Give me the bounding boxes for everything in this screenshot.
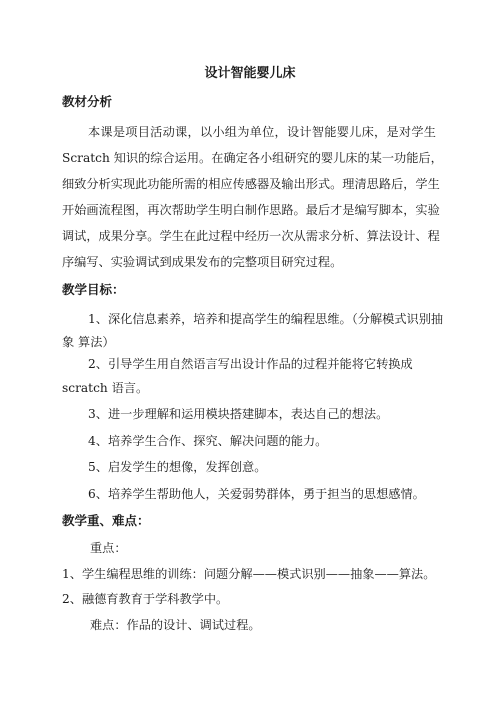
paragraph-line: 调试，成果分享。学生在此过程中经历一次从需求分析、算法设计、程 [62,229,440,243]
objective-item-2: 2、引导学生用自然语言写出设计作品的过程并能将它转换成 [88,357,413,371]
section-heading-key-points: 教学重、难点： [62,513,150,528]
objective-item-3: 3、进一步理解和运用模块搭建脚本，表达自己的想法。 [88,407,389,421]
objective-item-5: 5、启发学生的想像，发挥创意。 [88,460,267,474]
objective-item-1: 1、深化信息素养，培养和提高学生的编程思维。（分解模式识别抽 [88,312,444,326]
key-points-label: 重点： [90,541,127,555]
paragraph-line: 细致分析实现此功能所需的相应传感器及输出形式。理清思路后，学生 [62,177,440,191]
objective-item-1-continued: 象 算法） [62,335,115,349]
paragraph-line: 序编写、实验调试到成果发布的完整项目研究过程。 [62,255,343,269]
objective-item-6: 6、培养学生帮助他人，关爱弱势群体，勇于担当的思想感情。 [88,487,425,501]
key-point-item-2: 2、融德育教育于学科教学中。 [62,592,229,606]
difficulty-line: 难点：作品的设计、调试过程。 [90,618,261,632]
section-heading-teaching-objectives: 教学目标： [62,282,125,297]
paragraph-line: 本课是项目活动课，以小组为单位，设计智能婴儿床，是对学生 [88,125,436,139]
objective-item-4: 4、培养学生合作、探究、解决问题的能力。 [88,434,328,448]
key-point-item-1: 1、学生编程思维的训练：问题分解——模式识别——抽象——算法。 [62,567,436,581]
section-heading-material-analysis: 教材分析 [62,94,113,109]
paragraph-line: 开始画流程图，再次帮助学生明白制作思路。最后才是编写脚本，实验 [62,203,440,217]
objective-item-2-continued: scratch 语言。 [62,381,149,395]
paragraph-line: Scratch 知识的综合运用。在确定各小组研究的婴儿床的某一功能后， [62,151,443,165]
document-title: 设计智能婴儿床 [204,66,296,81]
